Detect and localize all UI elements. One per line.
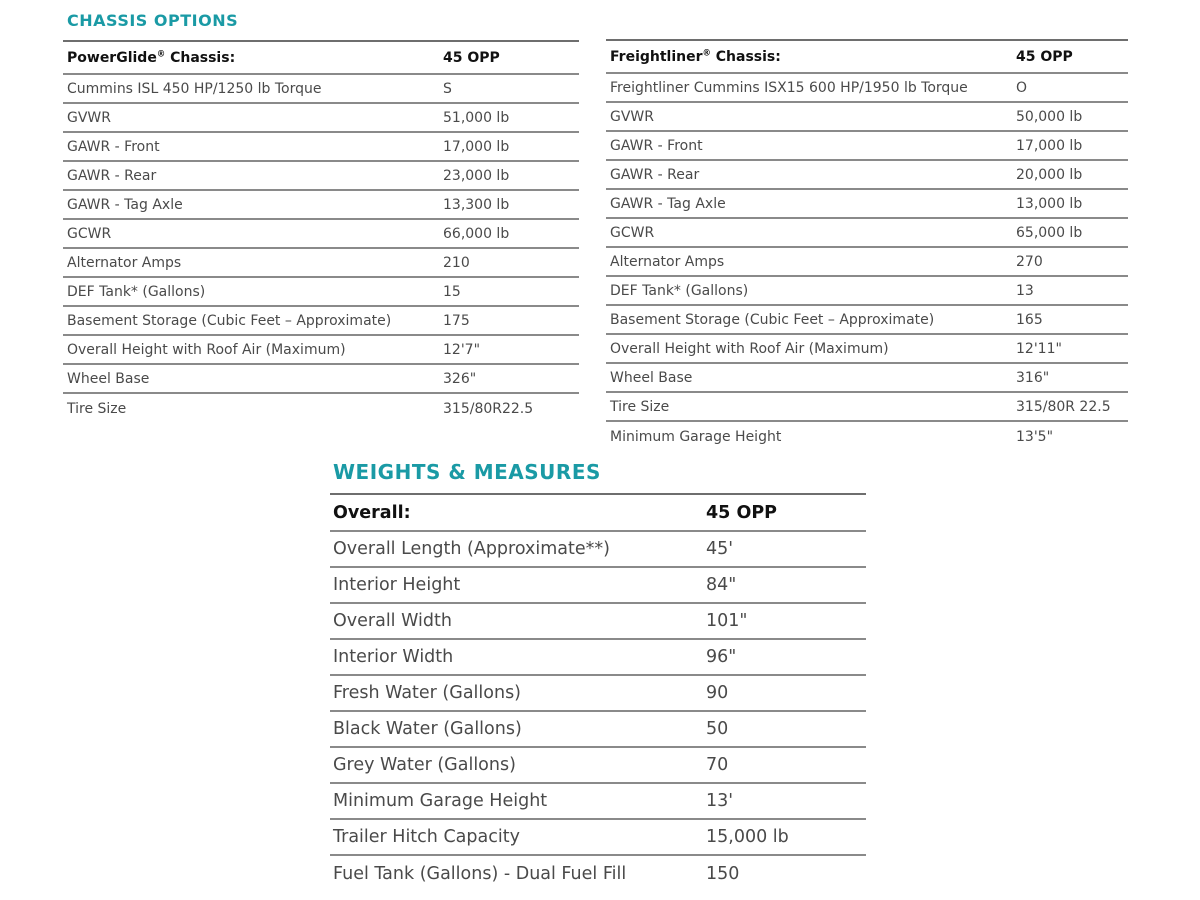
row-value: 315/80R 22.5: [1016, 398, 1111, 415]
row-label: Interior Width: [333, 647, 454, 667]
table-row: [606, 132, 1128, 161]
row-label: Freightliner Cummins ISX15 600 HP/1950 lb Torque: [610, 79, 968, 96]
row-label: DEF Tank* (Gallons): [67, 283, 206, 300]
row-value: 12'7": [443, 341, 481, 358]
row-value: 326": [443, 370, 477, 387]
row-label: Alternator Amps: [610, 253, 725, 270]
table-row: [606, 248, 1128, 277]
column-header-label: PowerGlide® Chassis:: [67, 47, 236, 66]
registered-mark: ®: [702, 46, 711, 57]
row-label: GAWR - Front: [67, 138, 160, 155]
table-row: [606, 335, 1128, 364]
table-row: [63, 75, 579, 104]
row-value: 51,000 lb: [443, 109, 510, 126]
row-value: 13,300 lb: [443, 196, 510, 213]
row-value: 270: [1016, 253, 1043, 270]
row-label: GAWR - Front: [610, 137, 703, 154]
column-header-model: 45 OPP: [1016, 48, 1073, 65]
row-value: 175: [443, 312, 470, 329]
row-value: 66,000 lb: [443, 225, 510, 242]
row-label: Wheel Base: [610, 369, 693, 386]
row-label: Basement Storage (Cubic Feet – Approximate): [67, 312, 392, 329]
table-header-row: [330, 495, 866, 532]
table-row: [63, 394, 579, 423]
table-header-row: [606, 41, 1128, 74]
row-label: Black Water (Gallons): [333, 719, 522, 739]
row-value: 15: [443, 283, 461, 300]
table-row: [606, 190, 1128, 219]
row-value: 84": [706, 575, 737, 595]
row-label: GVWR: [67, 109, 111, 126]
row-value: 70: [706, 755, 729, 775]
row-value: 50,000 lb: [1016, 108, 1083, 125]
row-label: Alternator Amps: [67, 254, 182, 271]
table-row: [63, 365, 579, 394]
table-row: [606, 219, 1128, 248]
row-value: 90: [706, 683, 729, 703]
row-value: 45': [706, 539, 734, 559]
table-row: [606, 306, 1128, 335]
table-row: [330, 604, 866, 640]
row-label: Wheel Base: [67, 370, 150, 387]
column-header-model: 45 OPP: [706, 502, 777, 523]
row-label: Overall Length (Approximate**): [333, 539, 610, 559]
table-row: [330, 856, 866, 892]
row-value: 13,000 lb: [1016, 195, 1083, 212]
table-header-row: [63, 42, 579, 75]
weights-measures-title: WEIGHTS & MEASURES: [333, 460, 601, 484]
table-row: [330, 748, 866, 784]
freightliner-chassis-table: [606, 39, 1128, 451]
table-row: [63, 133, 579, 162]
row-value: 20,000 lb: [1016, 166, 1083, 183]
row-label: Grey Water (Gallons): [333, 755, 516, 775]
row-label: GAWR - Tag Axle: [610, 195, 726, 212]
row-value: 13: [1016, 282, 1034, 299]
table-row: [330, 532, 866, 568]
weights-measures-table: [330, 493, 866, 892]
row-label: Overall Height with Roof Air (Maximum): [67, 341, 346, 358]
table-row: [606, 364, 1128, 393]
table-row: [63, 162, 579, 191]
table-row: [63, 336, 579, 365]
row-value: 96": [706, 647, 737, 667]
table-row: [63, 249, 579, 278]
column-header-model: 45 OPP: [443, 49, 500, 66]
row-label: DEF Tank* (Gallons): [610, 282, 749, 299]
table-row: [606, 422, 1128, 451]
row-label: GAWR - Rear: [67, 167, 157, 184]
row-label: GCWR: [67, 225, 112, 242]
table-row: [330, 820, 866, 856]
row-label: Fresh Water (Gallons): [333, 683, 522, 703]
table-row: [330, 784, 866, 820]
row-value: 15,000 lb: [706, 827, 789, 847]
row-value: 17,000 lb: [1016, 137, 1083, 154]
table-row: [606, 277, 1128, 306]
row-value: 13'5": [1016, 428, 1054, 445]
table-row: [63, 220, 579, 249]
registered-mark: ®: [156, 47, 166, 58]
row-value: 13': [706, 791, 734, 811]
row-value: 210: [443, 254, 470, 271]
column-header-label: Freightliner® Chassis:: [610, 46, 781, 65]
table-row: [606, 74, 1128, 103]
row-value: 23,000 lb: [443, 167, 510, 184]
row-label: Minimum Garage Height: [610, 428, 782, 445]
row-value: 12'11": [1016, 340, 1062, 357]
table-row: [330, 676, 866, 712]
row-value: S: [443, 80, 452, 97]
table-row: [63, 278, 579, 307]
table-row: [63, 307, 579, 336]
row-value: O: [1016, 79, 1028, 96]
row-label: Tire Size: [67, 400, 127, 417]
row-value: 165: [1016, 311, 1043, 328]
table-row: [606, 393, 1128, 422]
row-label: GAWR - Tag Axle: [67, 196, 183, 213]
row-value: 315/80R22.5: [443, 400, 534, 417]
row-label: GAWR - Rear: [610, 166, 700, 183]
column-header-label: Overall:: [333, 502, 411, 523]
row-value: 17,000 lb: [443, 138, 510, 155]
row-label: Overall Height with Roof Air (Maximum): [610, 340, 889, 357]
row-value: 316": [1016, 369, 1050, 386]
row-value: 65,000 lb: [1016, 224, 1083, 241]
row-label: Cummins ISL 450 HP/1250 lb Torque: [67, 80, 322, 97]
powerglide-chassis-table: [63, 40, 579, 423]
row-value: 50: [706, 719, 729, 739]
table-row: [330, 640, 866, 676]
row-value: 101": [706, 611, 748, 631]
row-label: Trailer Hitch Capacity: [333, 827, 520, 847]
row-label: Fuel Tank (Gallons) - Dual Fuel Fill: [333, 864, 627, 884]
row-label: Tire Size: [610, 398, 670, 415]
row-label: Interior Height: [333, 575, 461, 595]
row-label: GVWR: [610, 108, 654, 125]
row-label: Minimum Garage Height: [333, 791, 548, 811]
row-label: Overall Width: [333, 611, 452, 631]
table-row: [606, 161, 1128, 190]
row-label: Basement Storage (Cubic Feet – Approximate): [610, 311, 935, 328]
row-value: 150: [706, 864, 740, 884]
table-row: [63, 191, 579, 220]
table-row: [330, 712, 866, 748]
row-label: GCWR: [610, 224, 655, 241]
chassis-options-title: CHASSIS OPTIONS: [67, 11, 239, 30]
table-row: [606, 103, 1128, 132]
table-row: [63, 104, 579, 133]
table-row: [330, 568, 866, 604]
